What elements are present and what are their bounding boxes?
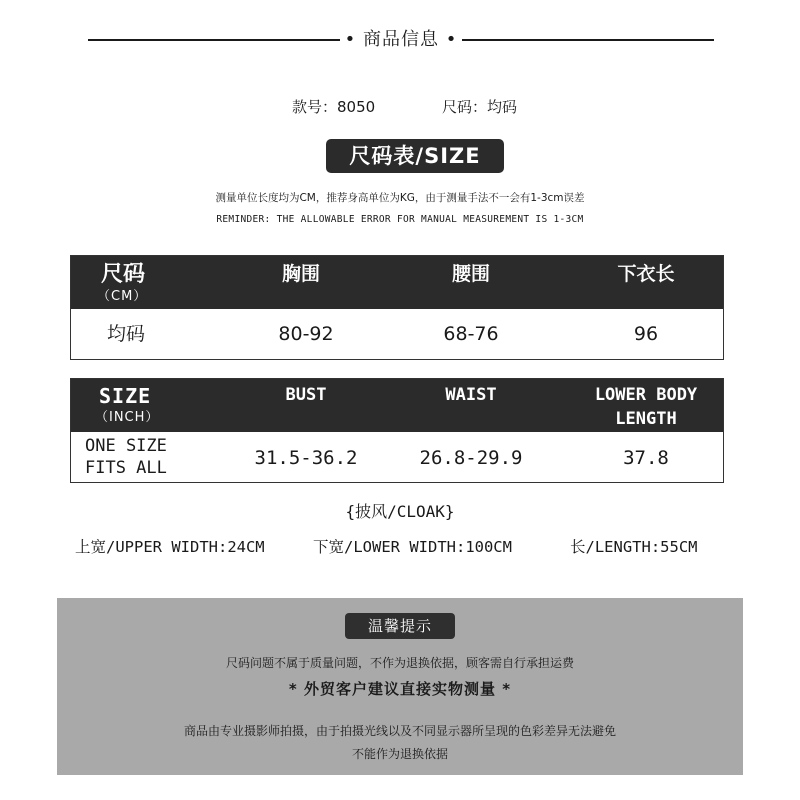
cell-bust: 80-92 — [278, 323, 334, 345]
section-header — [0, 27, 800, 53]
header-waist: 腰围 — [451, 263, 490, 285]
table-row — [71, 309, 723, 359]
tips-panel — [57, 598, 743, 775]
cell-size-line2: FITS ALL — [85, 458, 167, 478]
tip-line-2: * 外贸客户建议直接实物测量 * — [288, 680, 512, 698]
cell-length: 37.8 — [623, 447, 669, 469]
measurement-note-cn: 测量单位长度均为CM，推荐身高单位为KG，由于测量手法不一会有1-3cm误差 — [215, 192, 585, 204]
product-info — [0, 95, 800, 119]
cell-size-line1: ONE SIZE — [85, 436, 167, 456]
cell-length: 96 — [633, 323, 659, 345]
table-header-row — [71, 256, 723, 309]
divider-right — [462, 39, 714, 41]
header-length: LENGTH — [615, 409, 677, 429]
product-size: 尺码：均码 — [442, 98, 518, 116]
section-title-text: 商品信息 — [363, 29, 439, 50]
header-size: SIZE — [99, 384, 152, 408]
cell-bust: 31.5-36.2 — [254, 447, 358, 469]
tip-line-3: 商品由专业摄影师拍摄，由于拍摄光线以及不同显示器所呈现的色彩差异无法避免 — [183, 724, 616, 738]
header-bust: BUST — [285, 385, 327, 405]
cloak-length: 长/LENGTH:55CM — [570, 538, 698, 556]
tip-line-1: 尺码问题不属于质量问题，不作为退换依据，顾客需自行承担运费 — [225, 656, 574, 670]
size-chart-badge: 尺码表/SIZE — [326, 139, 504, 173]
header-unit: （CM） — [97, 289, 148, 304]
cell-waist: 26.8-29.9 — [419, 447, 523, 469]
tip-line-4: 不能作为退换依据 — [351, 747, 448, 761]
header-lower-body: LOWER BODY — [594, 385, 698, 405]
table-header-row — [71, 379, 723, 432]
cloak-lower-width: 下宽/LOWER WIDTH:100CM — [313, 538, 512, 556]
cloak-title: {披风/CLOAK} — [345, 502, 455, 521]
cell-waist: 68-76 — [443, 323, 499, 345]
divider-left — [88, 39, 340, 41]
tips-badge: 温馨提示 — [345, 613, 455, 639]
header-length: 下衣长 — [617, 263, 675, 285]
cloak-dimensions — [75, 535, 735, 559]
cell-size: 均码 — [106, 323, 145, 345]
cloak-upper-width: 上宽/UPPER WIDTH:24CM — [75, 538, 265, 556]
style-number: 款号：8050 — [292, 98, 376, 116]
table-row — [71, 432, 723, 482]
size-table-inch — [70, 378, 724, 483]
header-waist: WAIST — [445, 385, 497, 405]
section-title: • 商品信息 • — [344, 29, 458, 50]
size-table-cm — [70, 255, 724, 360]
header-size: 尺码 — [101, 262, 146, 287]
header-unit: （INCH） — [95, 410, 160, 425]
header-bust: 胸围 — [281, 263, 320, 285]
measurement-note-en: REMINDER: THE ALLOWABLE ERROR FOR MANUAL MEASUREMENT IS 1-3CM — [216, 214, 584, 225]
